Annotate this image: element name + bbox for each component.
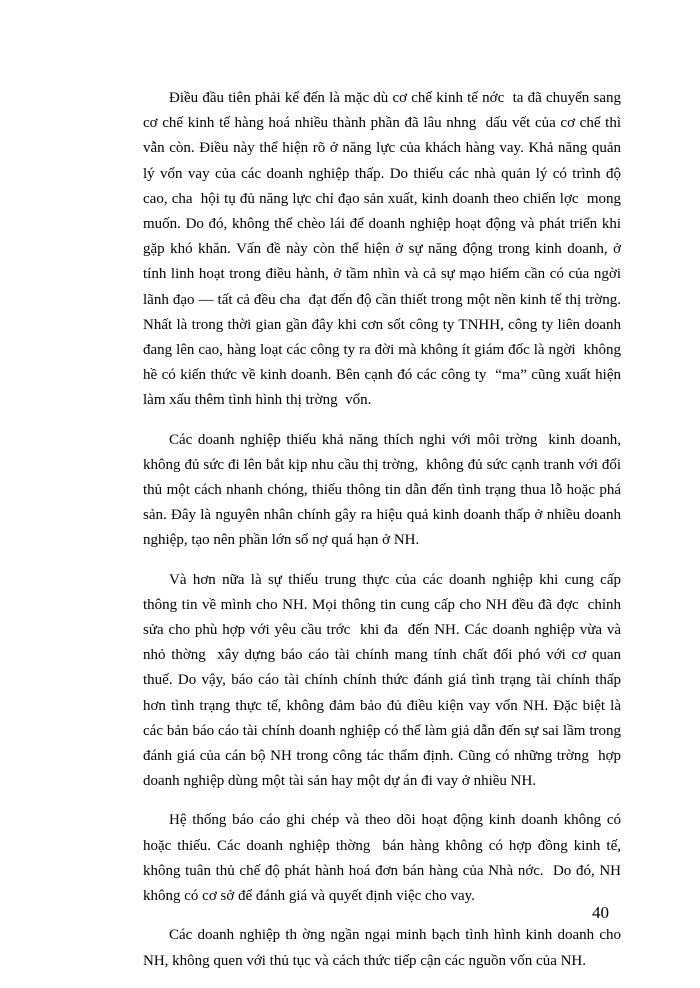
page-number: 40 (592, 903, 609, 922)
paragraph-4: Hệ thống báo cáo ghi chép và theo dõi hoạt động kinh doanh không có hoặc thiếu. Các doanh nghiệp thờng bán hàng không có hợp đồng kinh tế, không tuân thủ chế độ phát hành hoá đơn bán hàng của Nhà nớc. Do đó, NH không có cơ sở để đánh giá và quyết định việc cho vay. (143, 812, 625, 905)
paragraph-1: Điều đầu tiên phải kể đến là mặc dù cơ chế kinh tế nớc ta đã chuyển sang cơ chế kinh tế hàng hoá nhiều thành phần đã lâu nhng dấu vết của cơ chế thì vẫn còn. Điều này thể hiện rõ ở năng lực của khách hàng vay. Khả năng quản lý vốn vay của các doanh nghiệp thấp. Do thiếu các nhà quản lý có trình độ cao, cha hội tụ đủ năng lực chỉ đạo sản xuất, kinh doanh theo chiến lợc mong muốn. Do đó, không thể chèo lái để doanh nghiệp hoạt động và phát triển khi gặp khó khăn. Vấn đề này còn thể hiện ở sự năng động trong kinh doanh, ở tính linh hoạt trong điều hành, ở tầm nhìn và cả sự mạo hiểm cần có của ngời lãnh đạo — tất cả đều cha đạt đến độ cần thiết trong một nền kinh tế thị trờng. Nhất là trong thời gian gần đây khi cơn sốt công ty TNHH, công ty liên doanh đang lên cao, hàng loạt các công ty ra đời mà không ít giám đốc là ngời không hề có kiến thức về kinh doanh. Bên cạnh đó các công ty “ma” cũng xuất hiện làm xấu thêm tình hình thị trờng vốn. (143, 90, 629, 409)
paragraph-5: Các doanh nghiệp th ờng ngần ngại minh bạch tình hình kinh doanh cho NH, không quen với thủ tục và cách thức tiếp cận các nguồn vốn của NH. (143, 927, 625, 969)
paragraph-2: Các doanh nghiệp thiếu khả năng thích nghi với môi trờng kinh doanh, không đủ sức đi lên bắt kịp nhu cầu thị trờng, không đủ sức cạnh tranh với đối thủ một cách nhanh chóng, thiếu thông tin dẫn đến tình trạng thua lỗ hoặc phá sản. Đây là nguyên nhân chính gây ra hiệu quả kinh doanh thấp ở nhiều doanh nghiệp, tạo nên phần lớn số nợ quá hạn ở NH. (143, 431, 625, 549)
paragraph-3: Và hơn nữa là sự thiếu trung thực của các doanh nghiệp khi cung cấp thông tin về mình cho NH. Mọi thông tin cung cấp cho NH đều đã đợc chỉnh sửa cho phù hợp với yêu cầu trớc khi đa đến NH. Các doanh nghiệp vừa và nhỏ thờng xây dựng báo cáo tài chính mang tính chất đối phó với cơ quan thuế. Do vậy, báo cáo tài chính chính thức đánh giá tình trạng tài chính thấp hơn tình trạng thực tế, không đảm bảo đủ điều kiện vay vốn NH. Đặc biệt là các bản báo cáo tài chính doanh nghiệp có thể làm giả dẫn đến sự sai lầm trong đánh giá của cán bộ NH trong công tác thẩm định. Cũng có những trờng hợp doanh nghiệp dùng một tài sản hay một dự án đi vay ở nhiều NH. (143, 571, 625, 790)
body-text (143, 86, 629, 988)
